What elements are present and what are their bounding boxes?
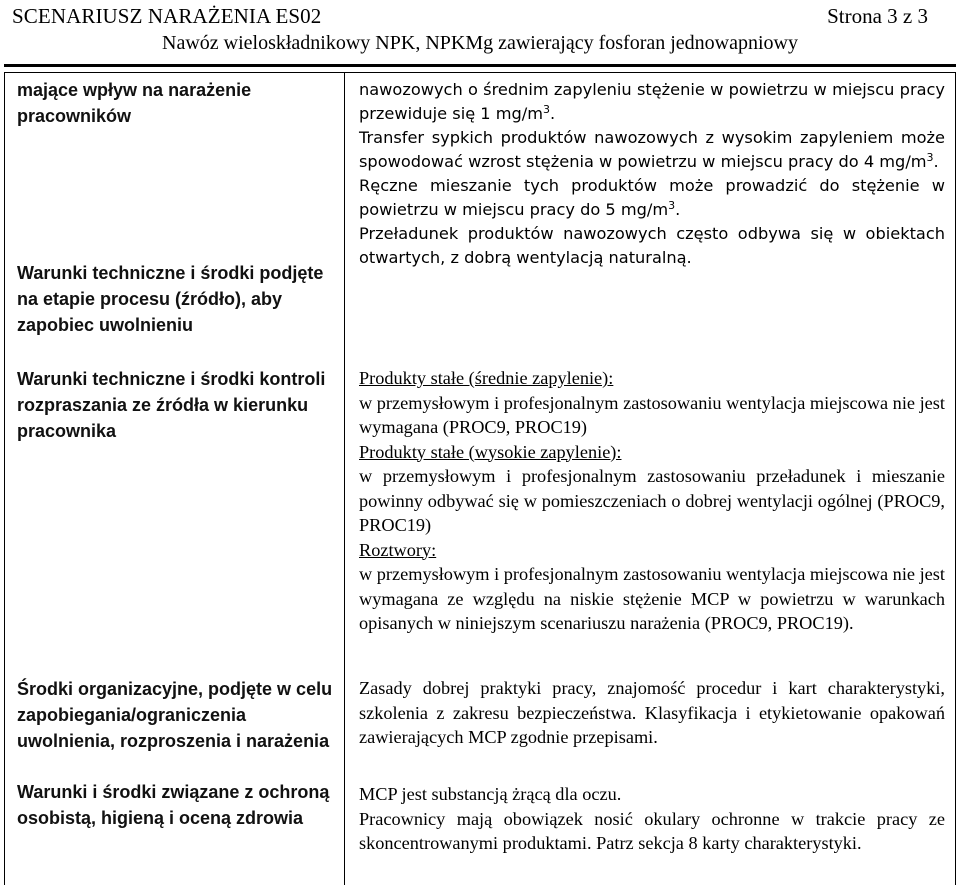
personal-protection-text	[359, 782, 945, 856]
label-worker-exposure: mające wpływ na narażenie pracowników	[17, 80, 252, 126]
header-rule	[4, 64, 956, 67]
table-top-border	[4, 72, 956, 73]
label-technical-dispersion-measures: Warunki techniczne i środki kontroli rozpraszania ze źródła w kierunku pracownika	[17, 369, 326, 441]
text-goggles: Pracownicy mają obowiązek nosić okulary ochronne w trakcie pracy ze skoncentrowanymi produktami. Patrz sekcja 8 karty charakterystyki.	[359, 808, 945, 853]
paragraph-handling: Przeładunek produktów nawozowych często odbywa się w obiektach otwartych, z dobrą wentylacją naturalną.	[359, 224, 945, 267]
exposure-text-block	[359, 78, 945, 270]
text-high-dust: w przemysłowym i profesjonalnym zastosowaniu przeładunek i mieszanie powinny odbywać się w pomieszczeniach o dobrej wentylacji ogólnej (PROC9, PROC19)	[359, 466, 945, 535]
label-organizational-measures: Środki organizacyjne, podjęte w celu zapobiegania/ograniczenia uwolnienia, rozproszenia i narażenia	[17, 679, 333, 751]
text-solutions: w przemysłowym i profesjonalnym zastosowaniu wentylacja miejscowa nie jest wymagana ze względu na niskie stężenie MCP w powietrzu w warunkach opisanych w niniejszym scenariuszu narażenia (PROC9, PROC19).	[359, 564, 945, 633]
document-title: SCENARIUSZ NARAŻENIA ES02	[12, 4, 322, 28]
text-medium-dust: w przemysłowym i profesjonalnym zastosowaniu wentylacja miejscowa nie jest wymagana (PROC9, PROC19)	[359, 392, 945, 437]
page-number: Strona 3 z 3	[827, 4, 928, 28]
technical-measures-text	[359, 366, 945, 636]
organizational-measures-text: Zasady dobrej praktyki pracy, znajomość procedur i kart charakterystyki, szkolenia z zakresu bezpieczeństwa. Klasyfikacja i etykietowanie opakowań zawierających MCP zgodnie przepisami.	[359, 678, 945, 747]
paragraph-transfer: Transfer sypkich produktów nawozowych z wysokim zapyleniem może spowodować wzrost stężenia w powietrzu w miejscu pracy do 4 $mg/m^3$.	[359, 128, 945, 171]
heading-medium-dust: Produkty stałe (średnie zapylenie):	[359, 368, 614, 388]
document-subtitle: Nawóz wieloskładnikowy NPK, NPKMg zawierający fosforan jednowapniowy	[162, 32, 798, 54]
table-left-border	[4, 72, 5, 885]
table-right-border	[955, 72, 956, 885]
heading-high-dust: Produkty stałe (wysokie zapylenie):	[359, 441, 622, 462]
paragraph-manual-mixing: Ręczne mieszanie tych produktów może prowadzić do stężenie w powietrzu w miejscu pracy do 5 $mg/m^3$.	[359, 176, 945, 219]
heading-solutions: Roztwory:	[359, 539, 437, 560]
label-technical-source-measures: Warunki techniczne i środki podjęte na etapie procesu (źródło), aby zapobiec uwolnieniu	[17, 263, 324, 335]
table-column-divider	[344, 72, 345, 885]
paragraph-medium-dust: nawozowych o średnim zapyleniu stężenie w powietrzu w miejscu pracy przewiduje się 1 $mg/m^3$.	[359, 80, 945, 123]
text-irritant: MCP jest substancją żrącą dla oczu.	[359, 784, 622, 804]
page-header	[0, 0, 960, 62]
label-personal-protection: Warunki i środki związane z ochroną osobistą, higieną i oceną zdrowia	[17, 782, 330, 828]
